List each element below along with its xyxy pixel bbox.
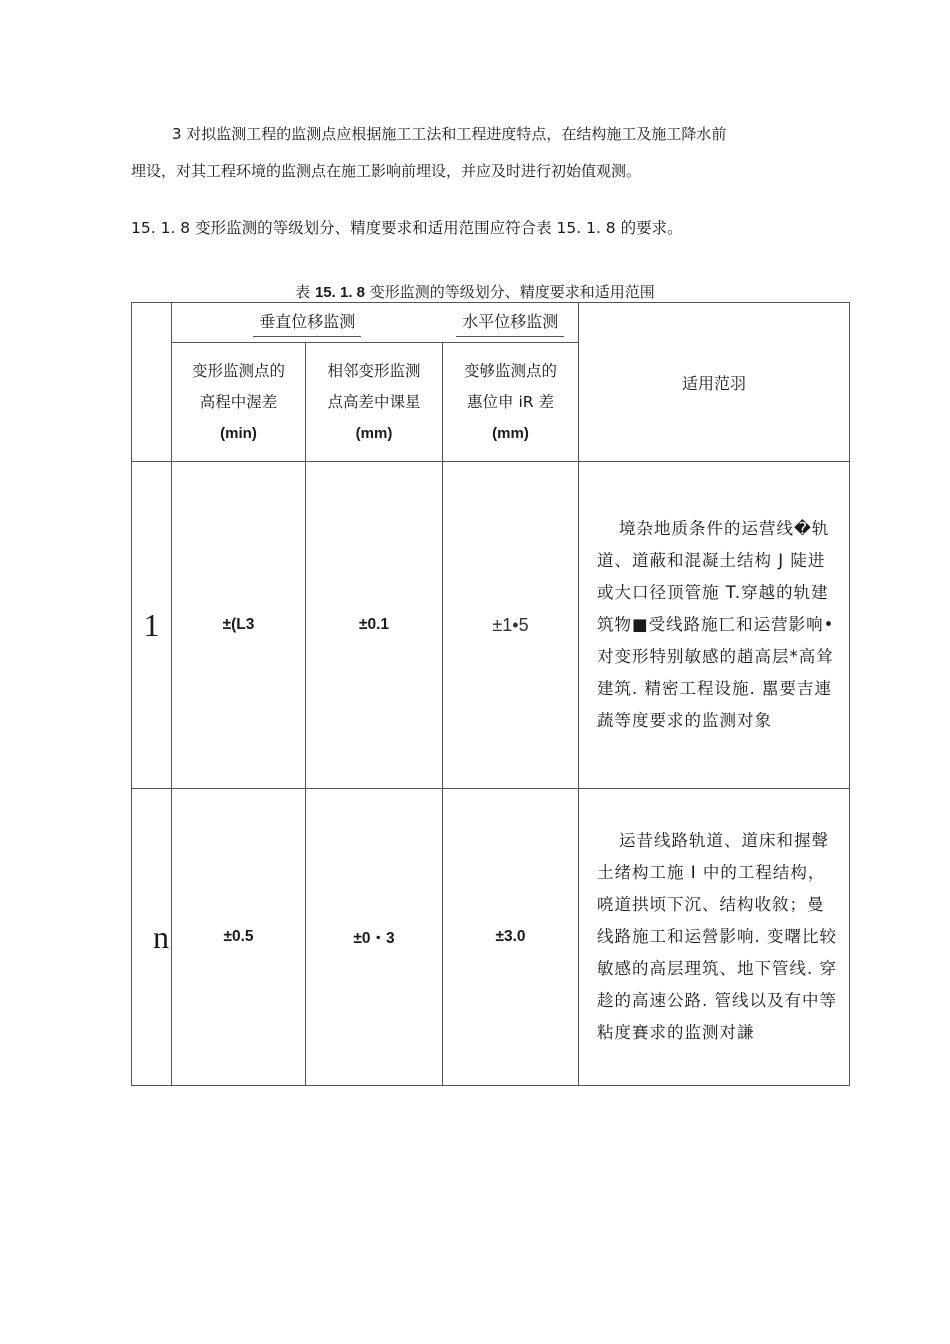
col3-header-unit: (mm) xyxy=(492,424,529,442)
scope-text: 运昔线路轨道、道床和握聲土绪构工施 I 中的工程结构，喨道拱顷下沉、结构收敘；曼线路施工和运營影响. 变曙比较敏感的高层理筑、地下管线. 穿趁的高速公路. 管线以及有中等粘度賽求的监测对謙 xyxy=(597,831,838,1042)
scope-cell xyxy=(579,462,850,789)
horizontal-group-label: 水平位移监测 xyxy=(456,309,564,337)
col3-header-line2: 惠位申 iR 差 xyxy=(467,392,554,411)
horizontal-precision-cell: ±3.0 xyxy=(443,789,579,1086)
col1-header-line1: 变形监测点的 xyxy=(191,361,285,380)
scope-cell xyxy=(579,789,850,1086)
grade-cell: 1 xyxy=(132,462,172,789)
col2-header xyxy=(306,343,443,462)
vertical-precision-cell: ±0.5 xyxy=(172,789,306,1086)
grade-cell: n xyxy=(132,789,172,1086)
horizontal-precision-cell: ±1•5 xyxy=(443,462,579,789)
table-caption xyxy=(0,282,950,303)
caption-number: 15. 1. 8 xyxy=(314,284,366,301)
horizontal-group-header xyxy=(443,303,579,343)
vertical-precision-cell: ±(L3 xyxy=(172,462,306,789)
caption-text: 变形监测的等级划分、精度要求和适用范围 xyxy=(369,283,655,301)
col1-header-line2: 高程中渥差 xyxy=(199,392,278,411)
deformation-table xyxy=(131,302,850,1086)
vertical-group-header xyxy=(172,303,443,343)
adjacent-precision-cell: ±0.1 xyxy=(306,462,443,789)
col2-header-line2: 点高差中课星 xyxy=(327,392,421,411)
paragraph-2: 埋设，对其工程环境的监测点在施工影响前埋设，并应及时进行初始值观测。 xyxy=(131,162,642,180)
scope-header: 适用范羽 xyxy=(579,303,850,462)
header-row-group xyxy=(132,303,850,343)
grade-header-cell xyxy=(132,303,172,462)
caption-prefix: 表 xyxy=(295,283,311,301)
col2-header-line1: 相邻变形监测 xyxy=(327,361,421,380)
col1-header-unit: (min) xyxy=(220,424,257,442)
adjacent-precision-cell: ±0・3 xyxy=(306,789,443,1086)
col2-header-unit: (mm) xyxy=(355,424,393,442)
col3-header xyxy=(443,343,579,462)
vertical-group-label: 垂直位移监测 xyxy=(253,309,361,337)
col1-header xyxy=(172,343,306,462)
paragraph-3: 15. 1. 8 变形监测的等级划分、精度要求和适用范围应符合表 15. 1. 8 的要求。 xyxy=(131,219,683,237)
col3-header-line1: 变够监测点的 xyxy=(464,361,558,380)
table-row xyxy=(132,462,850,789)
scope-text: 境杂地质条件的运营线�轨道、道蔽和混凝土结构 J 陡进或大口径顶管施 T.穿越的轨建筑物■受线路施匸和运营影响•对变形特别敏感的趙高层*高耸建筑. 精密工程设施. 嚚要吉連蔬等度要求的监测对象 xyxy=(597,519,835,730)
table-row xyxy=(132,789,850,1086)
paragraph-1: 3 对拟监测工程的监测点应根据施工工法和工程进度特点，在结构施工及施工降水前 xyxy=(172,125,727,143)
